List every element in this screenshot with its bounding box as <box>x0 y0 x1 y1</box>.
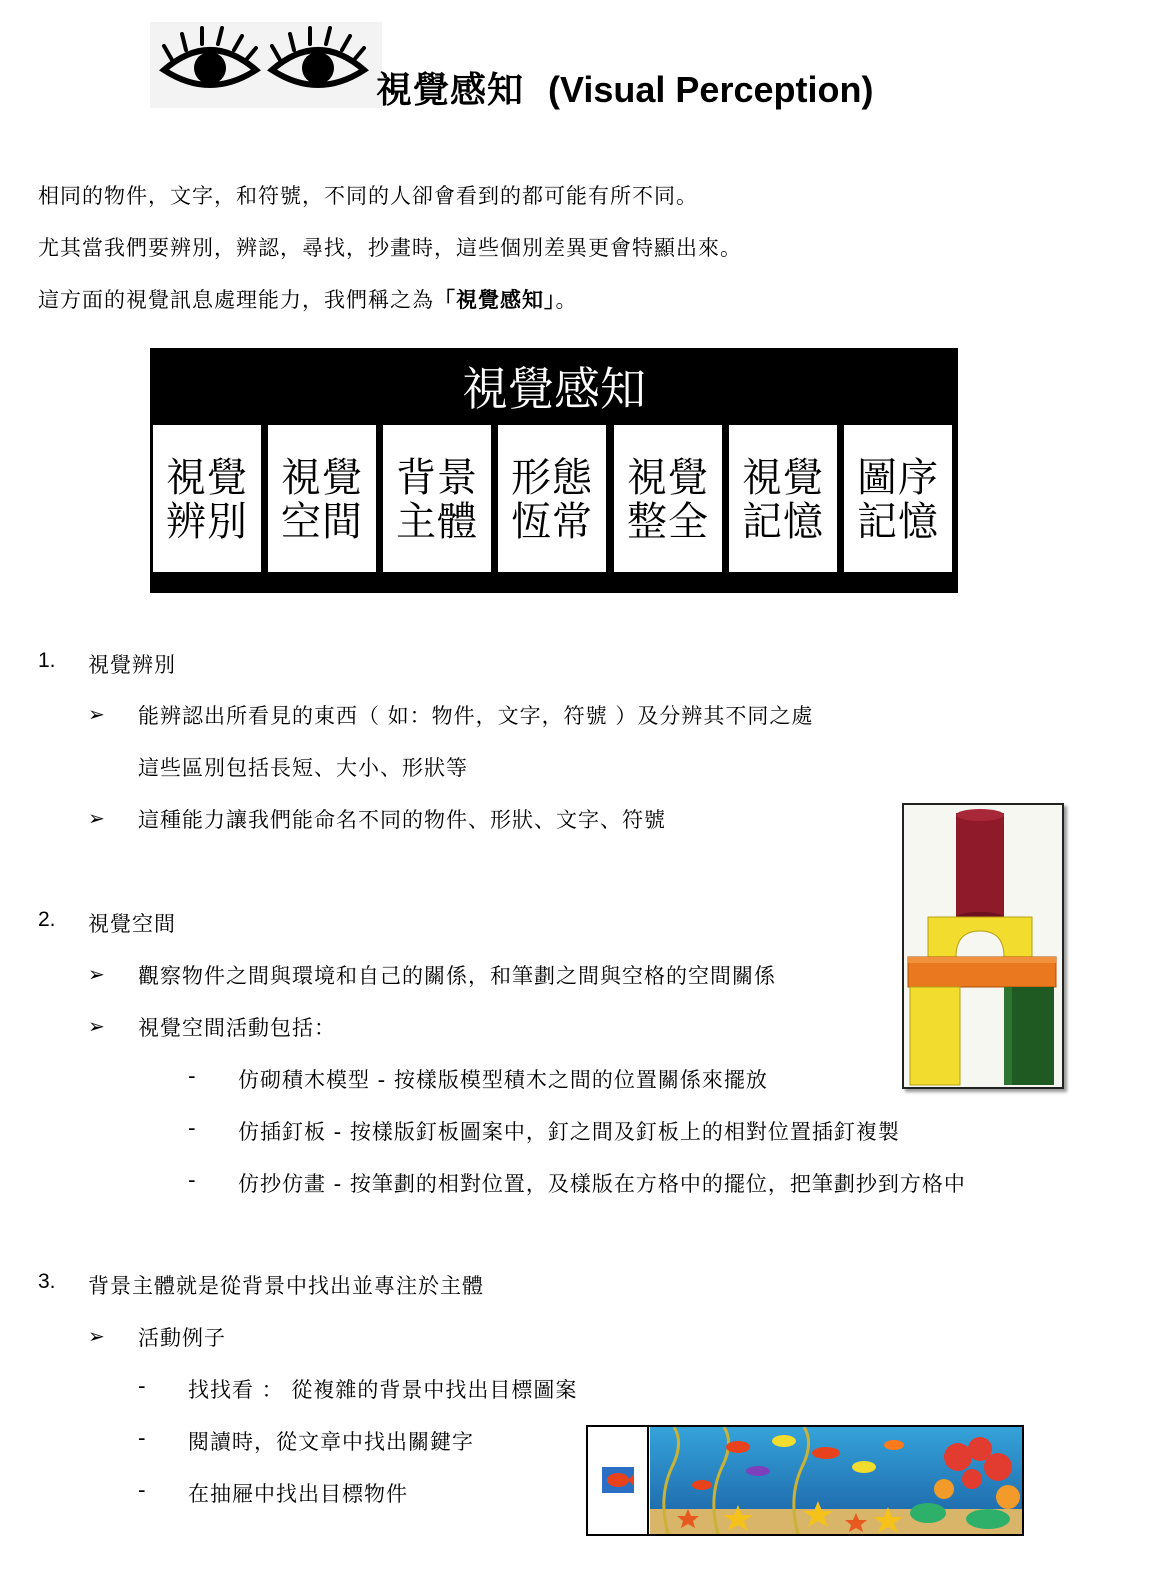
section-heading: 視覺空間 <box>88 912 176 936</box>
diagram-cell <box>267 424 377 573</box>
sub-item: 仿插釘板 - 按樣版釘板圖案中，釘之間及釘板上的相對位置插釘複製 <box>238 1120 900 1144</box>
eyes-icon <box>150 22 382 108</box>
diagram-cell <box>152 424 262 573</box>
section-number: 1. <box>38 649 56 672</box>
section-number: 3. <box>38 1270 56 1293</box>
bullet-text: 活動例子 <box>138 1326 226 1350</box>
arrow-bullet-icon: ➢ <box>88 962 105 986</box>
bullet-text: 觀察物件之間與環境和自己的關係，和筆劃之間與空格的空間關係 <box>138 964 776 988</box>
intro-line-3 <box>38 284 578 314</box>
cell-line1: 視覺 <box>627 454 709 501</box>
diagram-cell <box>497 424 607 573</box>
sub-item: 找找看 ： 從複雜的背景中找出目標圖案 <box>188 1378 578 1402</box>
bullet-text: 視覺空間活動包括： <box>138 1016 336 1040</box>
cell-line2: 整全 <box>627 498 709 545</box>
page-title <box>376 62 873 113</box>
sub-item: 閱讀時，從文章中找出關鍵字 <box>188 1430 474 1454</box>
intro-emphasis: 「視覺感知」 <box>434 288 556 312</box>
dash-bullet: - <box>138 1478 146 1502</box>
bullet-text-cont: 這些區別包括長短、大小、形狀等 <box>138 756 468 780</box>
intro-suffix: 。 <box>555 288 578 312</box>
diagram-cell <box>613 424 723 573</box>
cell-line1: 視覺 <box>166 454 248 501</box>
intro-line-2: 尤其當我們要辨別，辨認，尋找，抄畫時，這些個別差異更會特顯出來。 <box>38 236 742 260</box>
sub-item: 仿砌積木模型 - 按樣版模型積木之間的位置關係來擺放 <box>238 1068 768 1092</box>
cell-line1: 視覺 <box>281 454 363 501</box>
arrow-bullet-icon: ➢ <box>88 1014 105 1038</box>
diagram-title: 視覺感知 <box>462 362 646 416</box>
title-en: (Visual Perception) <box>548 69 874 110</box>
cell-line2: 空間 <box>281 498 363 545</box>
dash-bullet: - <box>188 1168 196 1192</box>
sub-item: 仿抄仿畫 - 按筆劃的相對位置，及樣版在方格中的擺位，把筆劃抄到方格中 <box>238 1172 966 1196</box>
arrow-bullet-icon: ➢ <box>88 806 105 830</box>
perception-diagram <box>150 348 958 593</box>
cell-line2: 記憶 <box>742 498 824 545</box>
arrow-bullet-icon: ➢ <box>88 702 105 726</box>
dash-bullet: - <box>188 1116 196 1140</box>
intro-prefix: 這方面的視覺訊息處理能力，我們稱之為 <box>38 288 434 312</box>
sub-item: 在抽屜中找出目標物件 <box>188 1482 408 1506</box>
dash-bullet: - <box>138 1374 146 1398</box>
diagram-cell <box>728 424 838 573</box>
cell-line1: 形態 <box>511 454 593 501</box>
cell-line1: 背景 <box>396 454 478 501</box>
title-zh: 視覺感知 <box>376 70 525 111</box>
cell-line2: 恆常 <box>511 498 593 545</box>
section-heading: 背景主體就是從背景中找出並專注於主體 <box>88 1274 484 1298</box>
bullet-text: 能辨認出所看見的東西（ 如：物件，文字，符號 ）及分辨其不同之處 <box>138 704 814 728</box>
cell-line2: 記憶 <box>857 498 939 545</box>
section-heading: 視覺辨別 <box>88 653 176 677</box>
diagram-cell <box>382 424 492 573</box>
cell-line1: 圖序 <box>857 454 939 501</box>
dash-bullet: - <box>188 1064 196 1088</box>
cell-line2: 主體 <box>396 498 478 545</box>
stacked-blocks-image <box>902 803 1064 1089</box>
diagram-cell <box>843 424 953 573</box>
section-number: 2. <box>38 908 56 931</box>
cell-line2: 辨別 <box>166 498 248 545</box>
intro-line-1: 相同的物件，文字，和符號，不同的人卻會看到的都可能有所不同。 <box>38 184 698 208</box>
find-the-fish-image <box>586 1425 1024 1536</box>
dash-bullet: - <box>138 1426 146 1450</box>
bullet-text: 這種能力讓我們能命名不同的物件、形狀、文字、符號 <box>138 808 666 832</box>
cell-line1: 視覺 <box>742 454 824 501</box>
arrow-bullet-icon: ➢ <box>88 1324 105 1348</box>
